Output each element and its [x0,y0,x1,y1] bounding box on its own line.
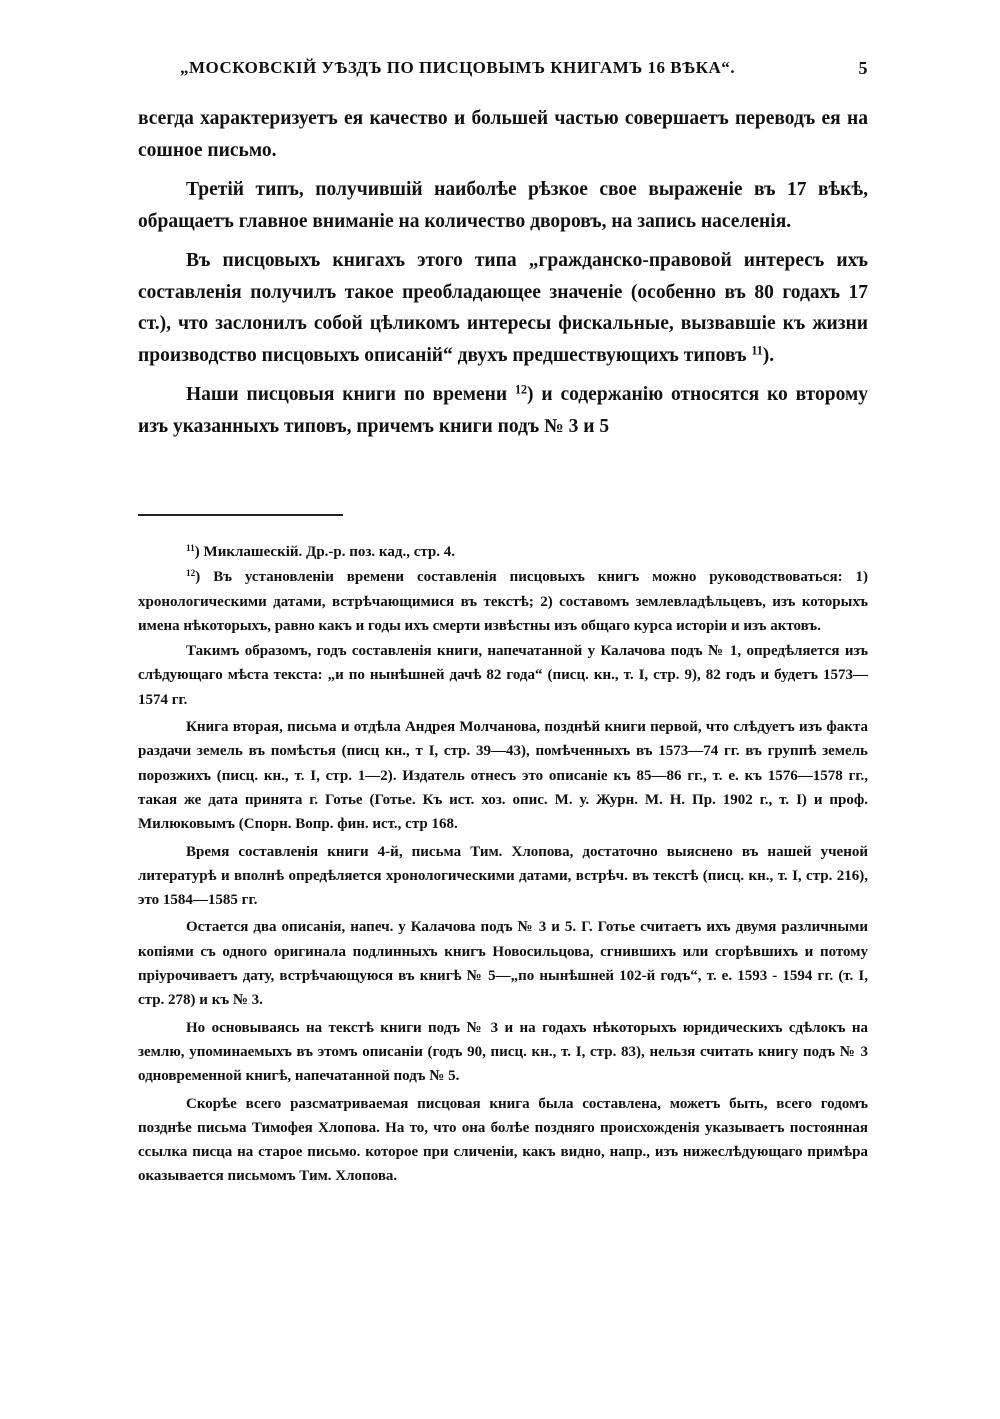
footnote-paragraph: Остается два описанія, напеч. у Калачова подъ № 3 и 5. Г. Готье считаетъ ихъ двумя различными копіями съ одного оригинала подлинныхъ книгъ Новосильцова, сгнившихъ или сгорѣвшихъ и потому пріурочиваетъ дату, встрѣчающуюся въ книгѣ № 5—„по нынѣшней 102-й годъ“, т. е. 1593 - 1594 гг. (т. I, стр. 278) и къ № 3. [138,919,868,1009]
paragraph-text: Въ писцовыхъ книгахъ этого типа „гражданско-правовой интересъ ихъ составленія получилъ такое преобладающее значеніе (особенно въ 80 годахъ 17 ст.), что заслонилъ собой цѣликомъ интересы фискальные, вызвавшіе къ жизни производство писцовыхъ описаній“ двухъ предшествующихъ типовъ [138,250,868,366]
paragraph-civil-interest [138,245,868,371]
footnote-paragraph: Книга вторая, письма и отдѣла Андрея Молчанова, позднѣй книги первой, что слѣдуетъ изъ факта раздачи земель въ помѣстья (писц кн., т I, стр. 39—43), помѣченныхъ въ 1573—74 гг. въ группѣ земель порозжихъ (писц. кн., т. I, стр. 1—2). Издатель отнесъ это описаніе къ 85—86 гг., т. е. къ 1576—1578 гг., такая же дата принята г. Готье (Готье. Къ ист. хоз. опис. М. у. Журн. М. Н. Пр. 1902 г., т. I) и проф. Милюковымъ (Спорн. Вопр. фин. ист., стр 168. [138,719,868,833]
footnotes [138,540,868,1192]
paragraph-third-type: Третій типъ, получившій наиболѣе рѣзкое свое выраженіе въ 17 вѣкѣ, обращаетъ главное вниманіе на количество дворовъ, на запись населенія. [138,179,868,232]
page-number: 5 [858,58,868,78]
footnote-11 [138,540,868,564]
footnote-text: ) Миклашескій. Др.-р. поз. кад., стр. 4. [194,544,455,560]
footnote-paragraph: Скорѣе всего разсматриваемая писцовая книга была составлена, можетъ быть, всего годомъ позднѣе письма Тимофея Хлопова. На то, что она болѣе поздняго происхожденія указываетъ постоянная ссылка писца на старое письмо. которое при сличеніи, какъ видно, напр., изъ нижеслѣдующаго примѣра оказывается письмомъ Тим. Хлопова. [138,1095,868,1185]
footnote-number: 12 [186,569,196,580]
main-text [138,103,868,450]
footnote-paragraph: Время составленія книги 4-й, письма Тим. Хлопова, достаточно выяснено въ нашей ученой литературѣ и вполнѣ опредѣляется хронологическими датами, встрѣч. въ текстѣ (писц. кн., т. I, стр. 216), это 1584—1585 гг. [138,843,868,909]
footnote-12 [138,565,868,638]
footnote-ref-11[interactable]: 11 [751,342,763,357]
footnote-paragraph: Но основываясь на текстѣ книги подъ № 3 и на годахъ нѣкоторыхъ юридическихъ сдѣлокъ на землю, упоминаемыхъ въ этомъ описаніи (годъ 90, писц. кн., т. I, стр. 83), нельзя считать книгу подъ № 3 одновременной книгѣ, напечатанной подъ № 5. [138,1019,868,1085]
footnote-ref-12[interactable]: 12 [514,382,528,397]
paragraph-our-books [138,379,868,442]
paragraph-text-end: ) и содержанію относятся ко второму изъ указанныхъ типовъ, причемъ книги подъ № 3 и 5 [138,384,868,437]
paragraph-text: Наши писцовыя книги по времени [186,384,508,405]
paragraph-text-end: ). [762,344,775,366]
footnote-paragraph: Такимъ образомъ, годъ составленія книги, напечатанной у Калачова подъ № 1, опредѣляется изъ слѣдующаго мѣста текста: „и по нынѣшней дачѣ 82 года“ (писц. кн., т. I, стр. 9), 82 годъ и будетъ 1573—1574 гг. [138,643,868,708]
running-title: „МОСКОВСКІЙ УѢЗДЪ ПО ПИСЦОВЫМЪ КНИГАМЪ 16 ВѢКА“. [180,58,735,77]
paragraph-continuation: всегда характеризуетъ ея качество и большей частью совершаетъ переводъ ея на сошное письмо. [138,108,868,161]
footnote-divider [138,514,343,516]
footnote-number: 11 [186,543,195,554]
footnote-text: ) Въ установленіи времени составленія писцовыхъ книгъ можно руководствоваться: 1) хронологическими датами, встрѣчающимися въ текстѣ; 2) составомъ землевладѣльцевъ, изъ которыхъ имена нѣкоторыхъ, равно какъ и годы ихъ смерти извѣстны изъ общаго курса исторіи и изъ актовъ. [138,569,868,634]
